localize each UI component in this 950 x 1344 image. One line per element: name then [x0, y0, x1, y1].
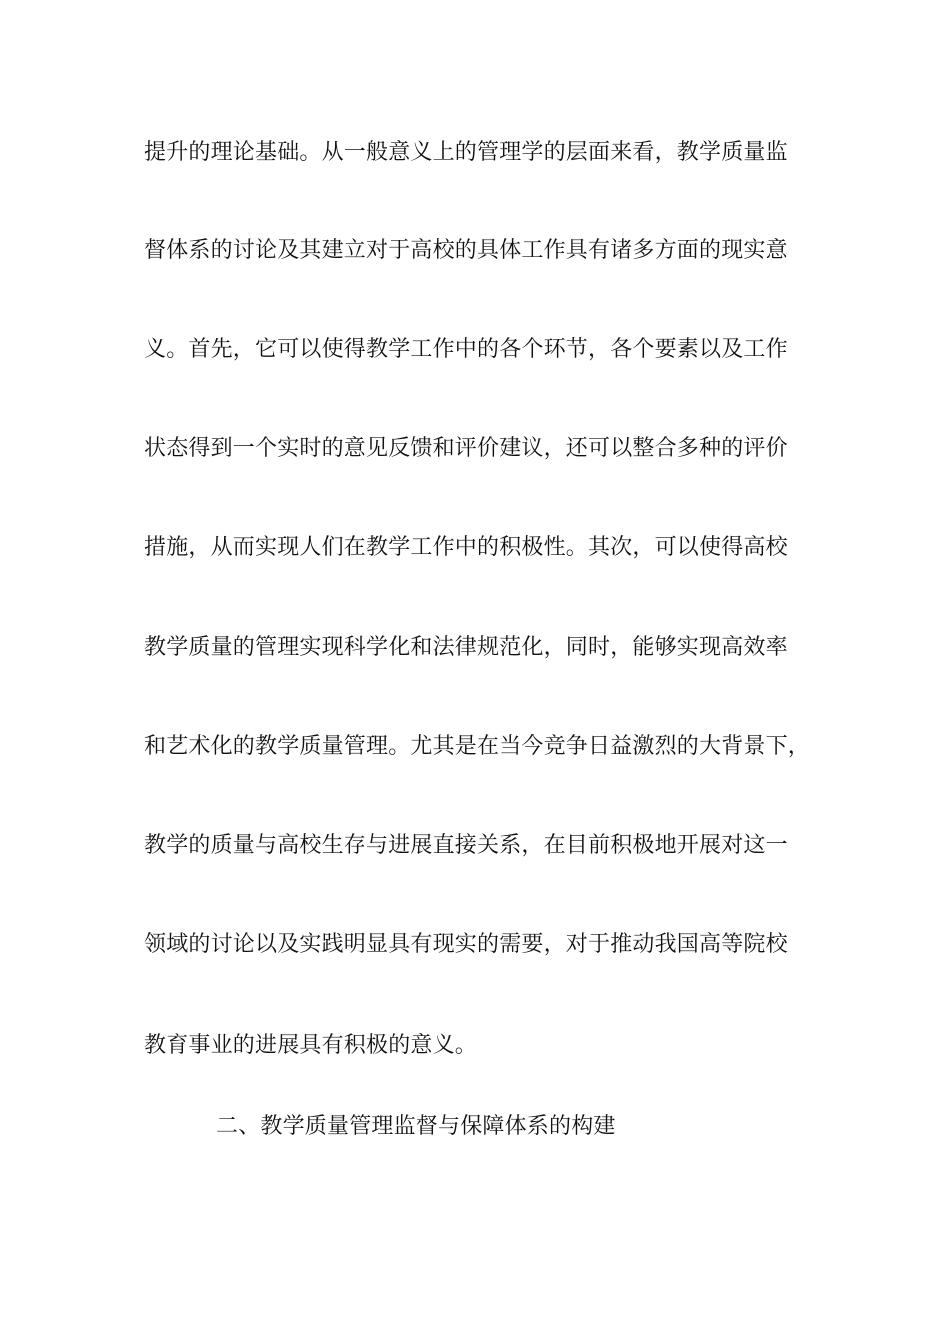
paragraph-line-4: 状态得到一个实时的意见反馈和评价建议，还可以整合多种的评价	[144, 436, 788, 461]
paragraph-line-7: 和艺术化的教学质量管理。尤其是在当今竞争日益激烈的大背景下，	[144, 734, 811, 759]
paragraph-line-9: 领域的讨论以及实践明显具有现实的需要，对于推动我国高等院校	[144, 932, 788, 957]
paragraph-line-5: 措施，从而实现人们在教学工作中的积极性。其次，可以使得高校	[144, 535, 788, 560]
paragraph-line-6: 教学质量的管理实现科学化和法律规范化，同时，能够实现高效率	[144, 635, 788, 660]
paragraph-line-3: 义。首先，它可以使得教学工作中的各个环节，各个要素以及工作	[144, 337, 788, 362]
paragraph-line-8: 教学的质量与高校生存与进展直接关系，在目前积极地开展对这一	[144, 833, 788, 858]
section-heading: 二、教学质量管理监督与保障体系的构建	[216, 1114, 616, 1139]
paragraph-line-2: 督体系的讨论及其建立对于高校的具体工作具有诸多方面的现实意	[144, 238, 788, 263]
paragraph-line-10: 教育事业的进展具有积极的意义。	[144, 1033, 478, 1058]
paragraph-line-1: 提升的理论基础。从一般意义上的管理学的层面来看，教学质量监	[144, 140, 788, 165]
